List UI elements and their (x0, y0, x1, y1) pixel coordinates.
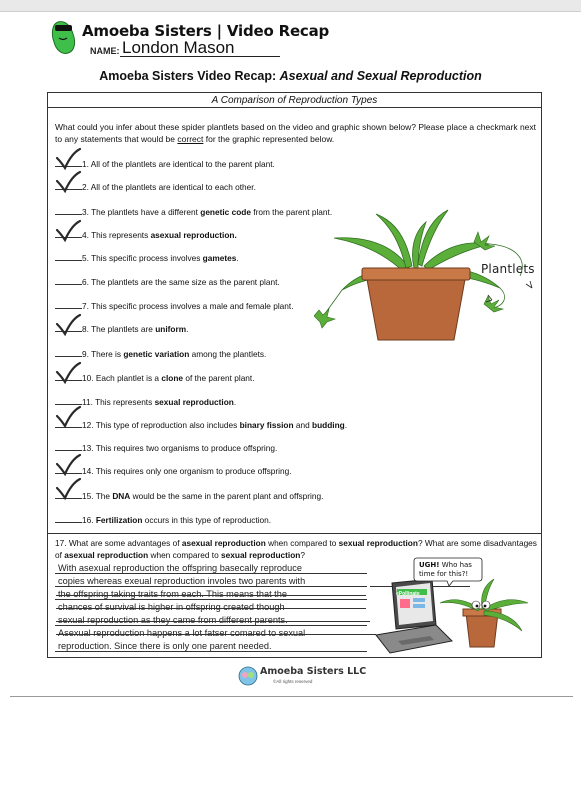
statement-number: 1. (82, 159, 89, 169)
answer-rule-1 (55, 573, 367, 574)
statement-text: This represents (88, 230, 151, 240)
statement-text: This specific process involves (88, 253, 203, 263)
answer-blank[interactable] (55, 441, 82, 451)
answer-rule-4 (55, 625, 367, 626)
strike-line-3 (56, 621, 370, 622)
statement-text: The plantlets are the same size as the parent plant. (88, 277, 280, 287)
q17-text-5: ? (300, 550, 305, 560)
statement-text-end: occurs in this type of reproduction. (142, 515, 272, 525)
bubble-rest: Who has time for this?! (419, 561, 472, 578)
amoeba-logo-icon (48, 16, 82, 56)
name-label: NAME: (90, 46, 120, 56)
statement-number: 15. (82, 491, 94, 501)
statement-number: 14. (82, 466, 94, 476)
statement-text-end: . (186, 324, 189, 334)
statement-text-end: from the parent plant. (250, 207, 333, 217)
statement-text: This specific process involves a male and female plant. (88, 301, 294, 311)
statement-number: 4. (82, 230, 89, 240)
statement-keyword: uniform (155, 324, 187, 334)
statement-number: 5. (82, 253, 89, 263)
statement-number: 7. (82, 301, 89, 311)
statement-number: 12. (82, 420, 94, 430)
section-divider (47, 533, 542, 534)
strike-line-4 (56, 634, 376, 635)
strike-line-2 (56, 608, 366, 609)
statement-text: All of the plantlets are identical to the parent plant. (88, 159, 275, 169)
statement-keyword: binary fission (239, 420, 294, 430)
title-prefix: Amoeba Sisters Video Recap: (99, 69, 280, 83)
statement-number: 11. (82, 397, 93, 407)
statement-text-end: among the plantlets. (189, 349, 267, 359)
answer-rule-5 (55, 651, 367, 652)
statement-number: 10. (82, 373, 94, 383)
checkmark-icon (54, 170, 82, 194)
top-toolbar-strip (0, 0, 581, 12)
answer-blank[interactable] (55, 513, 82, 523)
strike-line-1 (56, 595, 366, 596)
statement-keyword: DNA (112, 491, 131, 501)
speech-bubble-text (419, 561, 483, 579)
statement-item (55, 228, 237, 242)
statement-item (55, 205, 332, 219)
answer-line-5[interactable]: sexual reproduction as they came from different parents. (58, 615, 288, 625)
checkmark-icon (54, 405, 82, 429)
q17-bold-3: asexual reproduction (64, 550, 149, 560)
statement-number: 2. (82, 182, 89, 192)
comparison-question (55, 121, 539, 145)
plantlets-label: Plantlets (481, 262, 535, 276)
statement-keyword: sexual reproduction (154, 397, 234, 407)
statement-keyword: budding (312, 420, 345, 430)
q17-bold-1: asexual reproduction (181, 538, 266, 548)
answer-blank[interactable] (55, 347, 82, 357)
statement-keyword: clone (161, 373, 184, 383)
statement-text: This requires only one organism to produce offspring. (93, 466, 292, 476)
statement-item (55, 157, 275, 171)
bubble-exclaim: UGH! (419, 561, 440, 569)
statement-item (55, 489, 323, 503)
title-topic: Asexual and Sexual Reproduction (279, 69, 482, 83)
statement-item (55, 371, 255, 385)
question-text-a: What could you infer about these spider plantlets based on the video and graphic shown below? Please place a checkmark next to any statements that would be (55, 122, 537, 144)
statement-keyword: genetic variation (123, 349, 190, 359)
statement-text: This requires two organisms to produce offspring. (93, 443, 278, 453)
statement-text: This represents (92, 397, 155, 407)
checkmark-icon (54, 147, 82, 171)
statement-keyword: asexual reproduction. (150, 230, 237, 240)
checkmark-icon (54, 313, 82, 337)
statement-number: 13. (82, 443, 94, 453)
heading-divider (47, 107, 542, 108)
answer-blank[interactable] (55, 395, 82, 405)
checkmark-icon (54, 453, 82, 477)
statement-text: Each plantlet is a (93, 373, 162, 383)
q17-bold-2: sexual reproduction (338, 538, 418, 548)
question-text-b: for the graphic represented below. (203, 134, 335, 144)
statement-number: 3. (82, 207, 89, 217)
answer-line-1[interactable]: With asexual reproduction the offspring basecally reproduce (58, 563, 302, 573)
statement-text: All of the plantlets are identical to each other. (88, 182, 256, 192)
footer-rights: ©All rights reserved (273, 679, 313, 684)
statement-text-end: . (233, 397, 237, 407)
statement-item (55, 251, 239, 265)
statement-text: There is (88, 349, 124, 359)
q17-text-4: when compared to (148, 550, 222, 560)
page-bottom-divider (10, 696, 573, 697)
statement-item (55, 275, 280, 289)
q17-text-3: ? What are some disadvantages of (55, 538, 537, 560)
footer-brand: Amoeba Sisters LLC (260, 666, 367, 677)
answer-blank[interactable] (55, 275, 82, 285)
statement-text-end: . (236, 253, 239, 263)
answer-rule-2 (55, 586, 367, 587)
brand-title: Amoeba Sisters | Video Recap (82, 22, 330, 40)
student-name[interactable]: London Mason (122, 38, 235, 57)
statement-keyword: gametes (202, 253, 237, 263)
answer-blank[interactable] (55, 299, 82, 309)
statement-text-end: of the parent plant. (183, 373, 255, 383)
statement-text: The plantlets have a different (88, 207, 201, 217)
answer-line-2[interactable]: copies whereas exeual reproduction involes two parents with (58, 576, 306, 586)
checkmark-icon (54, 219, 82, 243)
amoeba-sisters-footer-logo-icon (238, 666, 258, 686)
statement-keyword: genetic code (200, 207, 251, 217)
checkmark-icon (54, 361, 82, 385)
statement-text-end: and (293, 420, 313, 430)
statement-number: 6. (82, 277, 89, 287)
statement-text: This type of reproduction also includes (93, 420, 240, 430)
statement-item (55, 441, 277, 455)
app-label: ePollinate (396, 591, 420, 597)
statement-item (55, 464, 292, 478)
answer-line-3[interactable]: the offspring taking traits from each. This means that the (58, 589, 287, 599)
statement-text-end: . (344, 420, 348, 430)
statement-item (55, 347, 266, 361)
answer-blank[interactable] (55, 251, 82, 261)
statement-item (55, 299, 294, 313)
q17-bold-4: sexual reproduction (221, 550, 301, 560)
spider-plant-illustration (314, 206, 546, 346)
answer-line-7[interactable]: reproduction. Since there is only one parent needed. (58, 641, 272, 651)
page-title (0, 69, 581, 83)
answer-line-6[interactable]: Asexual reproduction happens a lot fatser comared to sexual (58, 628, 306, 638)
statement-number: 8. (82, 324, 89, 334)
statement-number: 16. (82, 515, 94, 525)
statement-item (55, 513, 271, 527)
q17-text-2: when compared to (265, 538, 339, 548)
statement-keyword: Fertilization (95, 515, 143, 525)
answer-rule-3 (55, 599, 367, 600)
checkmark-icon (54, 477, 82, 501)
statement-text-end: would be the same in the parent plant and offspring. (130, 491, 324, 501)
comparison-heading: A Comparison of Reproduction Types (211, 95, 378, 106)
statement-number: 9. (82, 349, 89, 359)
statement-item (55, 418, 347, 432)
statement-item (55, 180, 256, 194)
statement-text: The (93, 491, 113, 501)
statement-text: The plantlets are (88, 324, 156, 334)
q17-text-1: 17. What are some advantages of (55, 538, 182, 548)
question-underlined: correct (177, 134, 204, 144)
statement-item (55, 395, 236, 409)
answer-blank[interactable] (55, 205, 82, 215)
answer-line-4[interactable]: chances of survival is higher in offspring created though (58, 602, 285, 612)
